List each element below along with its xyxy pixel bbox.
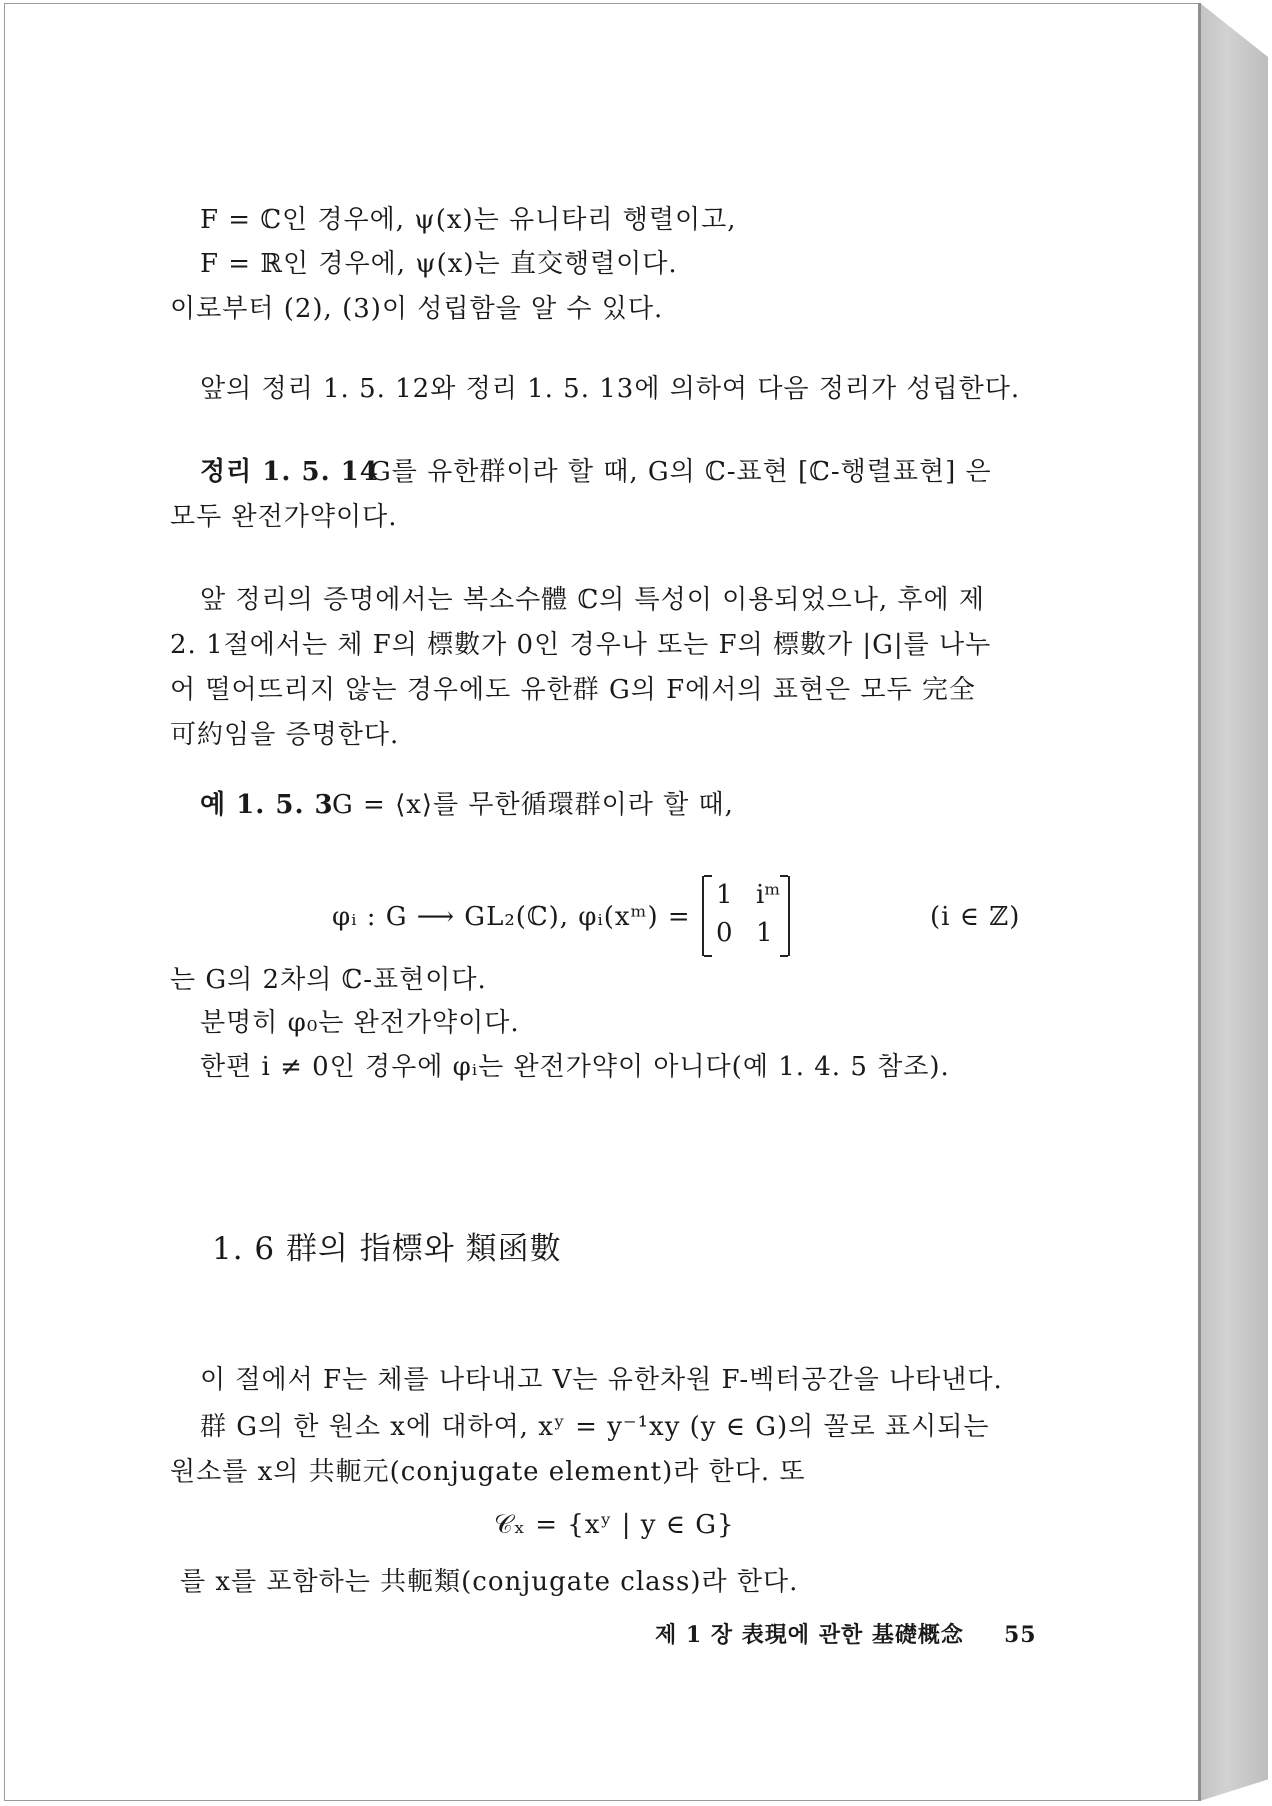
text-line: 앞의 정리 1. 5. 12와 정리 1. 5. 13에 의하여 다음 정리가 성립한다. (200, 374, 1021, 404)
book-spine (1200, 3, 1268, 1801)
text-line: 원소를 x의 共軛元(conjugate element)라 한다. 또 (170, 1457, 806, 1487)
matrix-cell: 1 (756, 918, 773, 948)
text-line: 는 G의 2차의 ℂ-표현이다. (170, 965, 487, 995)
matrix-cell: 0 (716, 918, 733, 948)
running-footer: 제 1 장 表現에 관한 基礎概念 (655, 1622, 964, 1648)
text-line: 분명히 φ₀는 완전가약이다. (200, 1008, 520, 1038)
example-text: G = ⟨x⟩를 무한循環群이라 할 때, (332, 790, 734, 820)
book-edge (1198, 3, 1201, 1801)
text-line: 2. 1절에서는 체 F의 標數가 0인 경우나 또는 F의 標數가 |G|를 나누 (170, 630, 992, 660)
text-line: F = ℂ인 경우에, ψ(x)는 유니타리 행렬이고, (200, 205, 737, 235)
theorem-text: 모두 완전가약이다. (170, 502, 398, 532)
theorem-text: G를 유한群이라 할 때, G의 ℂ-표현 [ℂ-행렬표현] 은 (370, 457, 992, 487)
matrix (702, 876, 790, 956)
matrix-cell: 1 (716, 880, 733, 910)
text-line: 群 G의 한 원소 x에 대하여, xʸ = y⁻¹xy (y ∈ G)의 꼴로 표시되는 (200, 1412, 990, 1442)
text-line: 를 x를 포함하는 共軛類(conjugate class)라 한다. (180, 1567, 799, 1597)
formula: φᵢ : G ⟶ GL₂(ℂ), φᵢ(xᵐ) = (332, 902, 691, 932)
text-line: 이로부터 (2), (3)이 성립함을 알 수 있다. (170, 294, 664, 324)
matrix-cell: iᵐ (756, 880, 781, 910)
formula-condition: (i ∈ ℤ) (930, 902, 1021, 932)
text-line: 앞 정리의 증명에서는 복소수體 ℂ의 특성이 이용되었으나, 후에 제 (200, 585, 985, 615)
text-line: F = ℝ인 경우에, ψ(x)는 直交행렬이다. (200, 249, 678, 279)
text-line: 한편 i ≠ 0인 경우에 φᵢ는 완전가약이 아니다(예 1. 4. 5 참조). (200, 1052, 950, 1082)
section-heading: 1. 6 群의 指標와 類函數 (212, 1231, 562, 1267)
text-line: 이 절에서 F는 체를 나타내고 V는 유한차원 F-벡터공간을 나타낸다. (200, 1365, 1003, 1395)
formula: 𝒞ₓ = {xʸ | y ∈ G} (494, 1510, 735, 1540)
theorem-label: 정리 1. 5. 14 (200, 457, 379, 487)
text-line: 어 떨어뜨리지 않는 경우에도 유한群 G의 F에서의 표현은 모두 完全 (170, 675, 976, 705)
page-number: 55 (1004, 1622, 1037, 1648)
text-line: 可約임을 증명한다. (170, 720, 400, 750)
example-label: 예 1. 5. 3 (200, 790, 334, 820)
